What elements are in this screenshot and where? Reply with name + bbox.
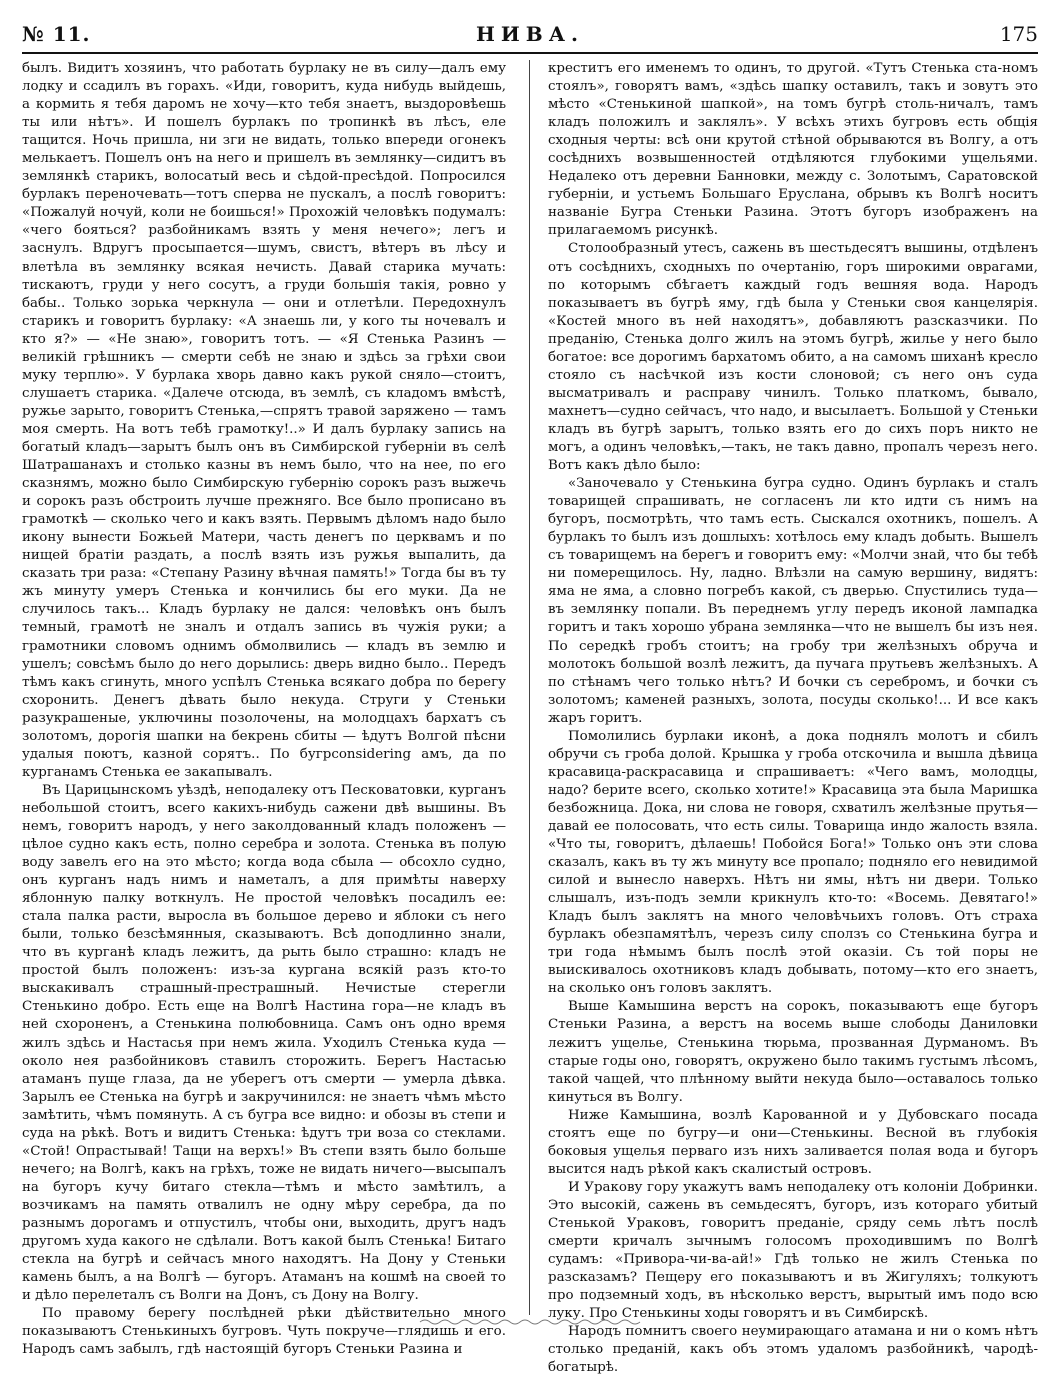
paragraph: «Заночевало у Стенькина бугра судно. Одинъ бурлакъ и сталъ товарищей спрашивать, не согласенъ ли кто идти съ нимъ на бугоръ, посмотрѣть, что тамъ есть. Сыскался охотникъ, пошелъ. А бурлакъ то былъ изъ дошлыхъ: хотѣлось ему кладъ добыть. Вышелъ съ товарищемъ на берегъ и говоритъ ему: «Молчи знай, что бы тебѣ ни померещилось. Ну, ладно. Влѣзли на самую вершину, видятъ: яма не яма, а словно погребъ какой, съ дверью. Спустились туда—въ землянку попали. Въ переднемъ углу передъ иконой лампадка горитъ и такъ хорошо убрана землянка—что не вышелъ бы изъ нея. По середкѣ гробъ стоитъ; на гробу три желѣзныхъ обруча и молотокъ большой возлѣ лежитъ, да пучага прутьевъ желѣзныхъ. А по стѣнамъ чего только нѣтъ? И бочки съ серебромъ, и бочки съ золотомъ; каменей разныхъ, золота, посуды сколько!... И все какъ жаръ горитъ.: [548, 476, 1038, 726]
paragraph: Въ Царицынскомъ уѣздѣ, неподалеку отъ Песковатовки, курганъ небольшой стоитъ, всего какихъ-нибудь сажени двѣ вышины. Въ немъ, говоритъ народъ, у него заколдованный кладъ положенъ — цѣлое судно какъ есть, полно серебра и золота. Стенька въ полую воду завелъ его на это мѣсто; когда вода сбыла — обсохло судно, онъ курганъ надъ нимъ и наметалъ, а для примѣты наверху яблонную палку воткнулъ. Не простой человѣкъ посадилъ ее: стала палка расти, выросла въ большое дерево и яблоки съ него были, только безсѣмянныя, сказываютъ. Всѣ доподлинно знали, что въ курганѣ кладъ лежитъ, да рыть было страшно: кладъ не простой былъ положенъ: изъ-за кургана всякій разъ кто-то выскакивалъ страшный-престрашный. Нечистые стерегли Стенькино добро. Есть еще на Волгѣ Настина гора—не кладъ въ ней схороненъ, а Стенькина полюбовница. Самъ онъ одно время жилъ здѣсь и Настасья при немъ жила. Уходилъ Стенька куда — около нея разбойниковъ ставилъ сторожить. Берегъ Настасью атаманъ пуще глаза, да не уберегъ отъ смерти — умерла дѣвка. Зарылъ ее Стенька на бугрѣ и закручинился: не знаетъ чѣмъ мѣсто замѣтить, чѣмъ помянуть. А съ бугра все видно: и обозы въ степи и суда на рѣкѣ. Вотъ и видитъ Стенька: ѣдутъ три воза со стеклами. «Стой! Опрастывай! Тащи на верхъ!» Въ степи взять было больше нечего; на Волгѣ, какъ на грѣхъ, тоже не видать ничего—высыпалъ на бугоръ кучу битаго стекла—тѣмъ и мѣсто замѣтилъ, а возчикамъ на память отвалилъ не одну мѣру серебра, да по разнымъ дорогамъ и отпустилъ, чтобы они, выходить, другъ надъ другомъ худа какого не сдѣлали. Вотъ какой былъ Стенька! Битаго стекла на бугрѣ и сейчасъ много находятъ. На Дону у Стеньки камень былъ, а на Волгѣ — бугоръ. Атаманъ на кошмѣ на своей то и дѣло перелеталъ съ Волги на Донъ, съ Дону на Волгу.: [22, 782, 506, 1304]
footer-ornament: [420, 1318, 640, 1326]
paragraph: Выше Камышина верстъ на сорокъ, показываютъ еще бугоръ Стеньки Разина, а верстъ на восемь выше слободы Даниловки лежитъ ущелье, Стенькина тюрьма, прозванная Дурманомъ. Въ старые годы оно, говорятъ, окружено было такимъ густымъ лѣсомъ, такой чащей, что плѣнному выйти некуда было—оставалось только кинуться въ Волгу.: [548, 999, 1038, 1105]
paragraph: Народъ помнитъ своего неумирающаго атамана и ни о комъ нѣтъ столько преданій, какъ объ этомъ удаломъ разбойникѣ, чародѣ-богатырѣ.: [548, 1324, 1038, 1376]
paragraph: креститъ его именемъ то одинъ, то другой. «Тутъ Стенька ста-номъ стоялъ», говорятъ вамъ, «здѣсь шапку оставилъ, такъ и зовутъ это мѣсто «Стенькиной шапкой», на томъ бугрѣ столь-ничалъ, тамъ кладъ положилъ и заклялъ». У всѣхъ этихъ бугровъ есть общія сходныя черты: всѣ они крутой стѣной обрываются въ Волгу, а отъ сосѣднихъ возвышенностей отдѣляются глубокими ущельями. Недалеко отъ деревни Банновки, между с. Золотымъ, Саратовской губерніи, и устьемъ Большаго Еруслана, обрывъ къ Волгѣ носитъ названіе Бугра Стеньки Разина. Этотъ бугоръ изображенъ на прилагаемомъ рисункѣ.: [548, 61, 1038, 239]
paragraph: Столообразный утесъ, сажень въ шестьдесятъ вышины, отдѣленъ отъ сосѣднихъ, сходныхъ по очертанію, горъ широкими оврагами, по которымъ сбѣгаетъ каждый годъ вешняя вода. Народъ показываетъ въ бугрѣ яму, гдѣ была у Стеньки своя канцелярія. «Костей много въ ней находятъ», добавляютъ разсказчики. По преданію, Стенька долго жилъ на этомъ бугрѣ, жилье у него было богатое: все дорогимъ бархатомъ обито, а на самомъ шиханѣ кресло стояло съ насѣчкой изъ кости слоновой; съ него онъ суда высматривалъ и расправу чинилъ. Только платкомъ, бывало, махнетъ—судно сейчасъ, что надо, и высылаетъ. Большой у Стеньки кладъ въ бугрѣ зарытъ, только взять его до сихъ поръ никто не могъ, а одинъ человѣкъ,—такъ, не такъ давно, пропалъ черезъ него. Вотъ какъ дѣло было:: [548, 241, 1039, 474]
page-number: 175: [999, 22, 1038, 46]
paragraph: По правому берегу послѣдней рѣки дѣйствительно много показываютъ Стенькиныхъ бугровъ. Чуть покруче—глядишь и его. Народъ самъ забылъ, гдѣ настоящій бугоръ Стеньки Разина и: [22, 1306, 506, 1358]
paragraph: былъ. Видитъ хозяинъ, что работать бурлаку не въ силу—далъ ему лодку и ссадилъ въ горахъ. «Иди, говоритъ, куда нибудь выйдешь, а кормить я тебя даромъ не хочу—кто тебя знаетъ, выздоровѣешь ты или нѣтъ». И пошелъ бурлакъ по тропинкѣ въ лѣсъ, еле тащится. Ночь пришла, ни зги не видать, только впереди огонекъ мелькаетъ. Пошелъ онъ на него и пришелъ въ землянку—сидитъ въ землянкѣ старикъ, волосатый весь и сѣдой-пресѣдой. Попросился бурлакъ переночевать—тотъ сперва не пускалъ, а послѣ говоритъ: «Пожалуй ночуй, коли не боишься!» Прохожій человѣкъ подумалъ: «чего бояться? разбойникамъ взять у меня нечего»; легъ и заснулъ. Вдругъ просыпается—шумъ, свистъ, вѣтеръ въ лѣсу и влетѣла въ землянку всякая нечисть. Давай старика мучать: тискаютъ, груди у него сосутъ, а груди большія такія, ровно у бабы.. Только зорька черкнула — они и отлетѣли. Передохнулъ старикъ и говоритъ бурлаку: «А знаешь ли, у кого ты ночевалъ и кто я?» — «Не знаю», говоритъ тотъ. — «Я Стенька Разинъ — великій грѣшникъ — смерти себѣ не знаю и здѣсь за грѣхи свои муку терплю». У бурлака хворь давно какъ рукой сняло—стоитъ, слушаетъ старика. «Далече отсюда, въ землѣ, съ кладомъ вмѣстѣ, ружье зарыто, говоритъ Стенька,—спрятъ травой заряжено — тамъ моя смерть. На вотъ тебѣ грамотку!..» И далъ бурлаку запись на богатый кладъ—зарытъ былъ онъ въ Симбирской губерніи въ селѣ Шатрашанахъ и столько казны въ немъ было, что на нее, по его сказнямъ, можно было Симбирскую губернію сорокъ разъ выжечь и сорокъ разъ обстроить лучше прежняго. Все было прописано въ грамоткѣ — сколько чего и какъ взять. Первымъ дѣломъ надо было икону вынести Божьей Матери, часть денегъ по церквамъ и по нищей братіи раздать, а послѣ взять изъ ружья выпалить, да сказать три раза: «Степану Разину вѣчная память!» Тогда бы въ ту жъ минуту умеръ Стенька и кончились бы его муки. Да не случилось такъ... Кладъ бурлаку не дался: человѣкъ онъ былъ темный, грамотѣ не зналъ и отдалъ запись въ чужія руки; а грамотники словомъ однимъ обмолвились — кладъ въ землю и ушелъ; совсѣмъ было до него дорылись: дверь видно было.. Передъ тѣмъ какъ сгинуть, много успѣлъ Стенька всякаго добра по берегу схоронить. Денегъ дѣвать было некуда. Струги у Стеньки разукрашеные, уключины позолочены, на молодцахъ бархатъ съ золотомъ, дорогія шапки на бекрень сбиты — ѣдутъ Волгой пѣсни удалыя поютъ, казной сорятъ.. По бугрconsidering амъ, да по курганамъ Стенька ее закапывалъ.: [22, 61, 506, 780]
left-column: [22, 60, 506, 1358]
paragraph: Ниже Камышина, возлѣ Карованной и у Дубовскаго посада стоятъ еще по бугру—и они—Стенькины. Весной въ глубокія боковыя ущелья перваго изъ нихъ заливается полая вода и бугоръ высится надъ рѣкой какъ скалистый островъ.: [548, 1107, 1038, 1177]
page-header: [22, 14, 1038, 54]
issue-number: № 11.: [22, 22, 91, 46]
right-column: [548, 60, 1039, 1376]
paragraph: Помолились бурлаки иконѣ, а дока поднялъ молотъ и сбилъ обручи съ гроба долой. Крышка у гроба отскочила и вышла дѣвица красавица-раскрасавица и спрашиваетъ: «Чего вамъ, молодцы, надо? берите всего, сколько хотите!» Красавица эта была Маришка безбожница. Дока, ни слова не говоря, схватилъ желѣзные прутья—давай ее полосовать, что есть силы. Товарища индо жалость взяла. «Что ты, говоритъ, дѣлаешь! Побойся Бога!» Только онъ эти слова сказалъ, какъ въ ту жъ минуту все пропало; подняло его невидимой силой и вынесло наверхъ. Нѣтъ ни ямы, нѣтъ ни двери. Только слышалъ, изъ-подъ земли крикнулъ кто-то: «Восемь. Девятаго!» Кладъ былъ заклятъ на много человѣчьихъ головъ. Отъ страха бурлакъ обезпамятѣлъ, черезъ силу сползъ со Стенькина бугра и три года нѣмымъ былъ послѣ этой оказіи. Съ той поры не выискивалось охотниковъ кладъ добывать, потому—кто его знаетъ, на сколько онъ головъ заклятъ.: [548, 728, 1038, 997]
journal-title: НИВА.: [476, 22, 584, 46]
column-divider: [529, 60, 530, 1315]
header-rule: [22, 52, 1038, 54]
paragraph: И Уракову гору укажутъ вамъ неподалеку отъ колоніи Добринки. Это высокій, сажень въ семьдесятъ, бугоръ, изъ котораго убитый Стенькой Ураковъ, говоритъ преданіе, сряду семь лѣтъ послѣ смерти кричалъ зычнымъ голосомъ проходившимъ по Волгѣ судамъ: «Привора-чи-ва-ай!» Гдѣ только не жилъ Стенька по разсказамъ? Пещеру его показываютъ и въ Жигуляхъ; толкуютъ про подземный ходъ, въ нѣсколько верстъ, вырытый имъ подо всю луку. Про Стенькины ходы говорятъ и въ Симбирскѣ.: [548, 1179, 1038, 1322]
